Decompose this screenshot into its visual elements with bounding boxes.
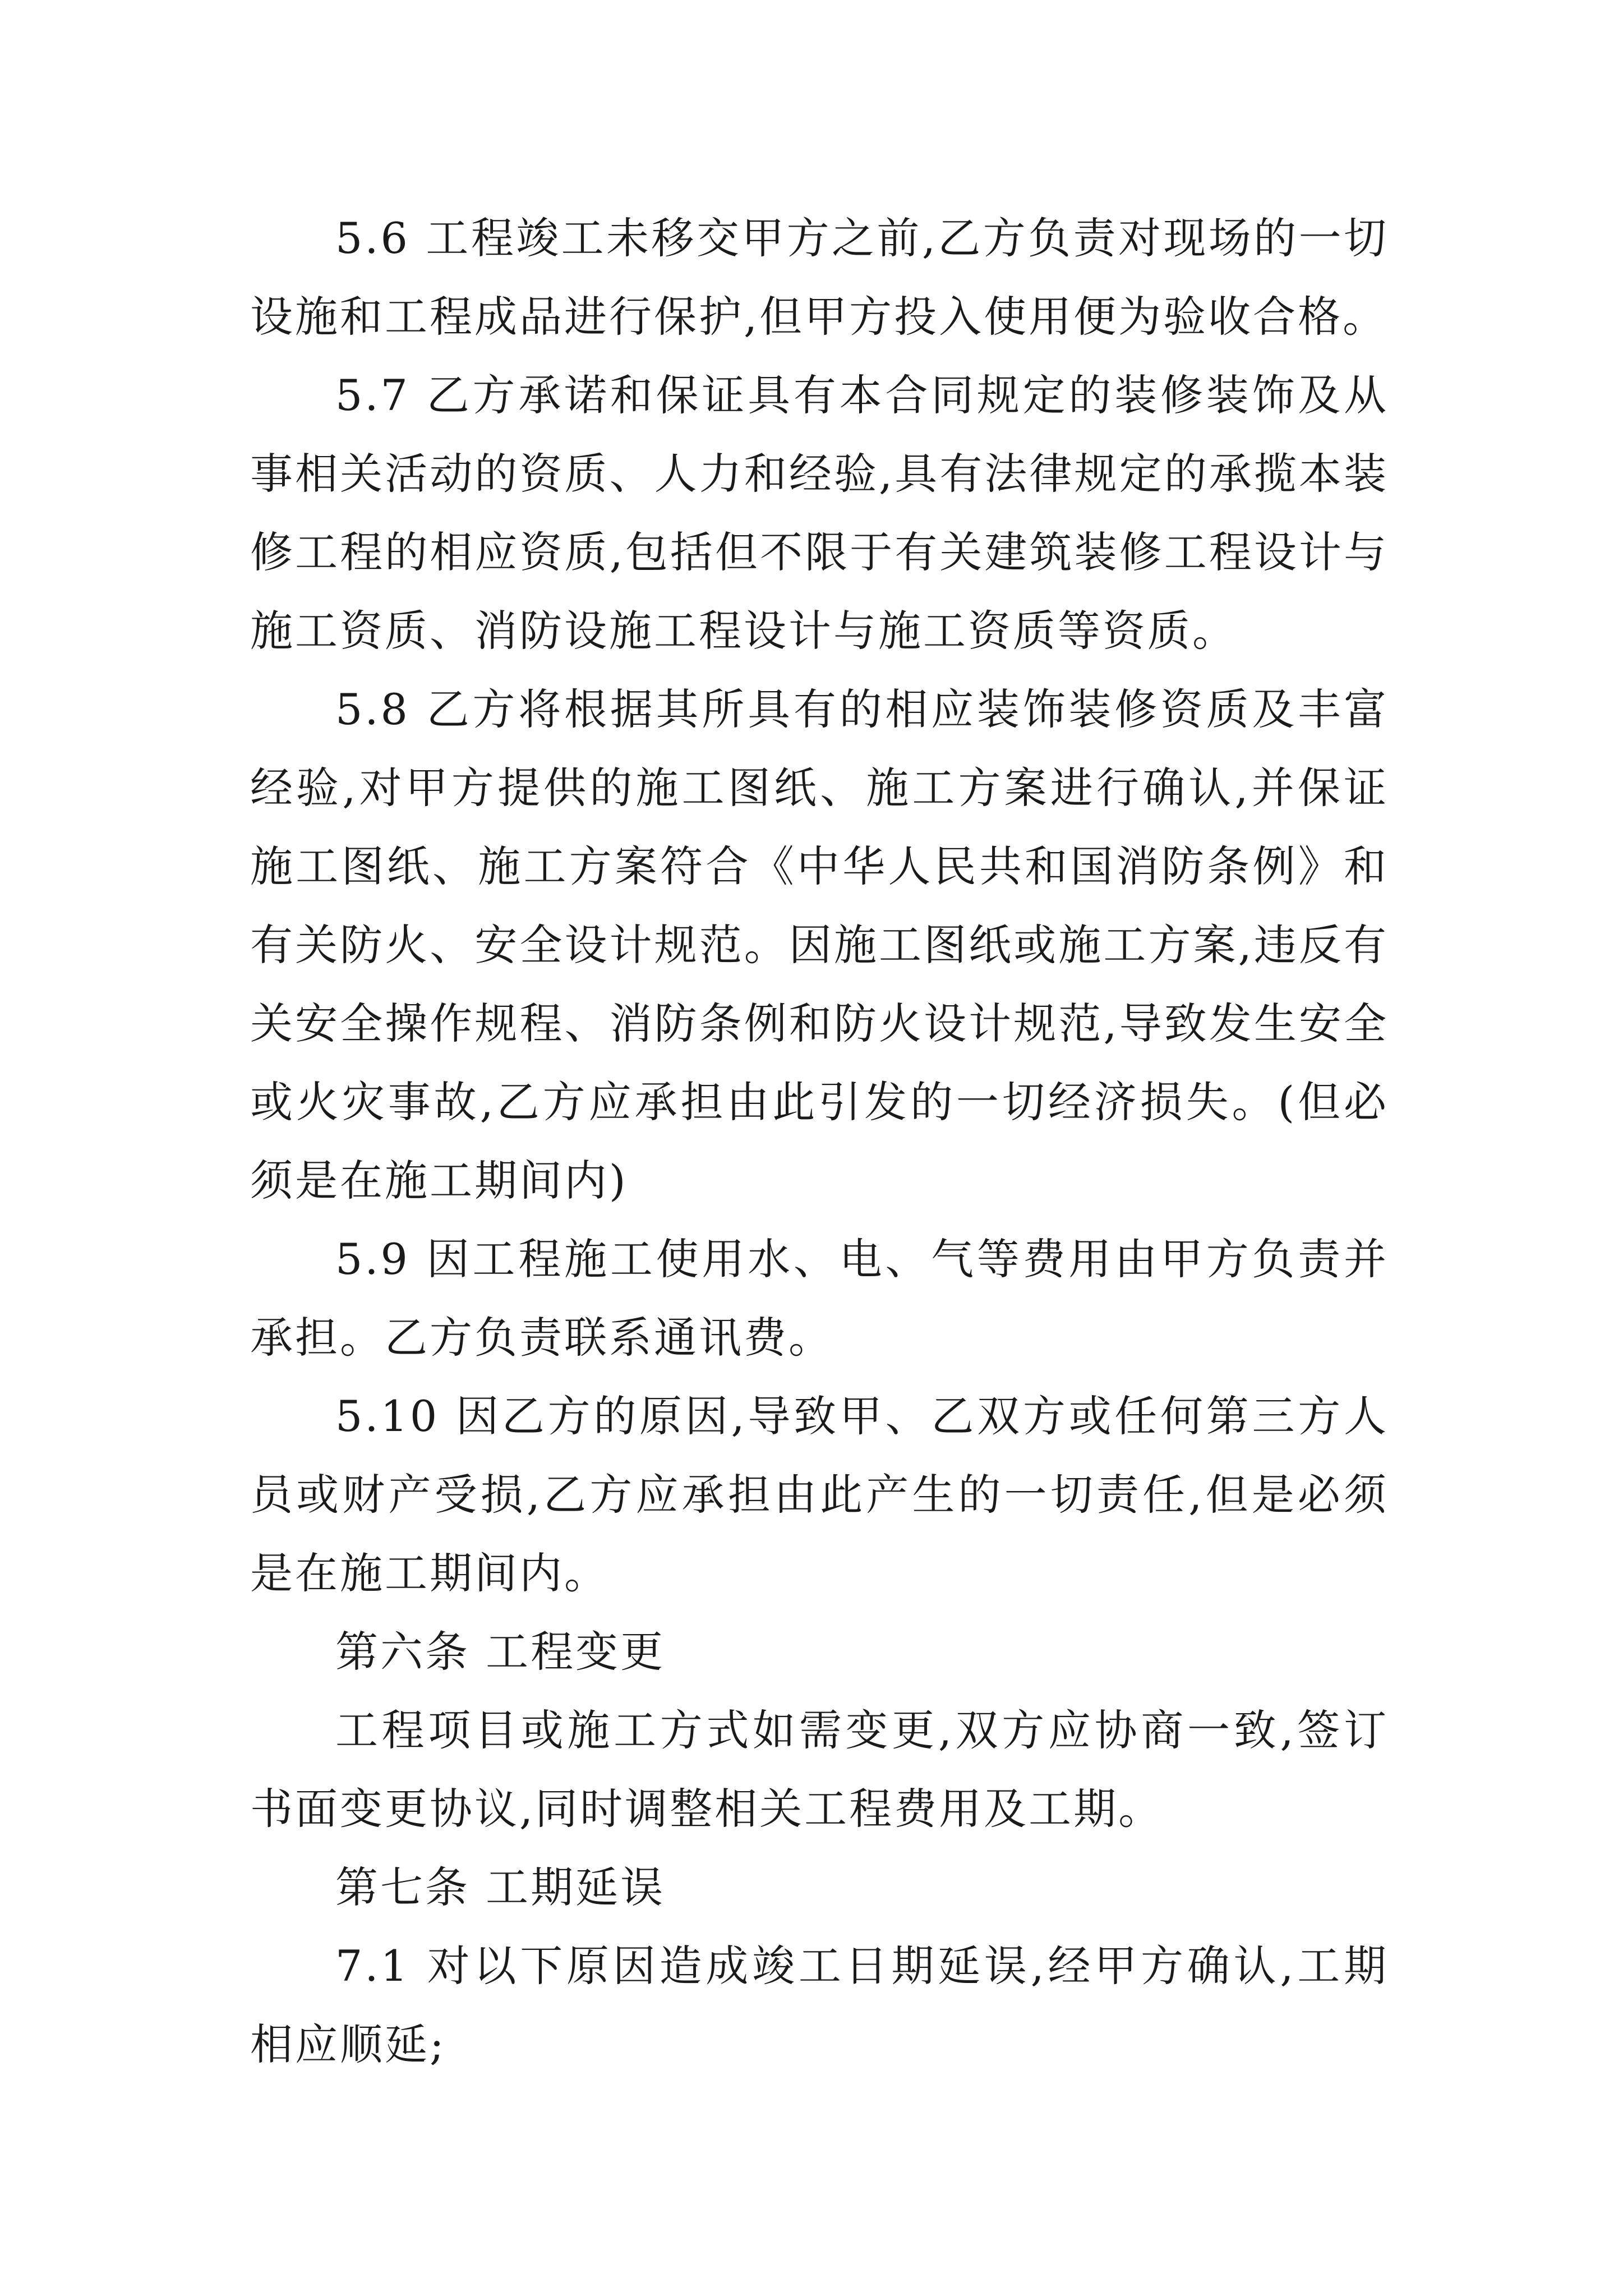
clause-7-1: 7.1 对以下原因造成竣工日期延误,经甲方确认,工期相应顺延;	[250, 1941, 1389, 2069]
clause-5-8: 5.8 乙方将根据其所具有的相应装饰装修资质及丰富经验,对甲方提供的施工图纸、施工方案进行确认,并保证施工图纸、施工方案符合《中华人民共和国消防条例》和有关防火、安全设计规范。因施工图纸或施工方案,违反有关安全操作规程、消防条例和防火设计规范,导致发生安全或火灾事故,乙方应承担由此引发的一切经济损失。(但必须是在施工期间内)	[250, 684, 1389, 1205]
clause-5-10: 5.10 因乙方的原因,导致甲、乙双方或任何第三方人员或财产受损,乙方应承担由此产生的一切责任,但是必须是在施工期间内。	[250, 1391, 1389, 1598]
document-body	[250, 199, 1389, 2084]
article-6-heading: 第六条 工程变更	[335, 1627, 666, 1677]
clause-5-9: 5.9 因工程施工使用水、电、气等费用由甲方负责并承担。乙方负责联系通讯费。	[250, 1234, 1389, 1363]
article-6-body: 工程项目或施工方式如需变更,双方应协商一致,签订书面变更协议,同时调整相关工程费用及工期。	[250, 1705, 1389, 1834]
clause-5-6: 5.6 工程竣工未移交甲方之前,乙方负责对现场的一切设施和工程成品进行保护,但甲方投入使用便为验收合格。	[250, 213, 1389, 342]
clause-5-7: 5.7 乙方承诺和保证具有本合同规定的装修装饰及从事相关活动的资质、人力和经验,具有法律规定的承揽本装修工程的相应资质,包括但不限于有关建筑装修工程设计与施工资质、消防设施工程设计与施工资质等资质。	[250, 370, 1389, 656]
article-7-heading: 第七条 工期延误	[335, 1862, 666, 1912]
